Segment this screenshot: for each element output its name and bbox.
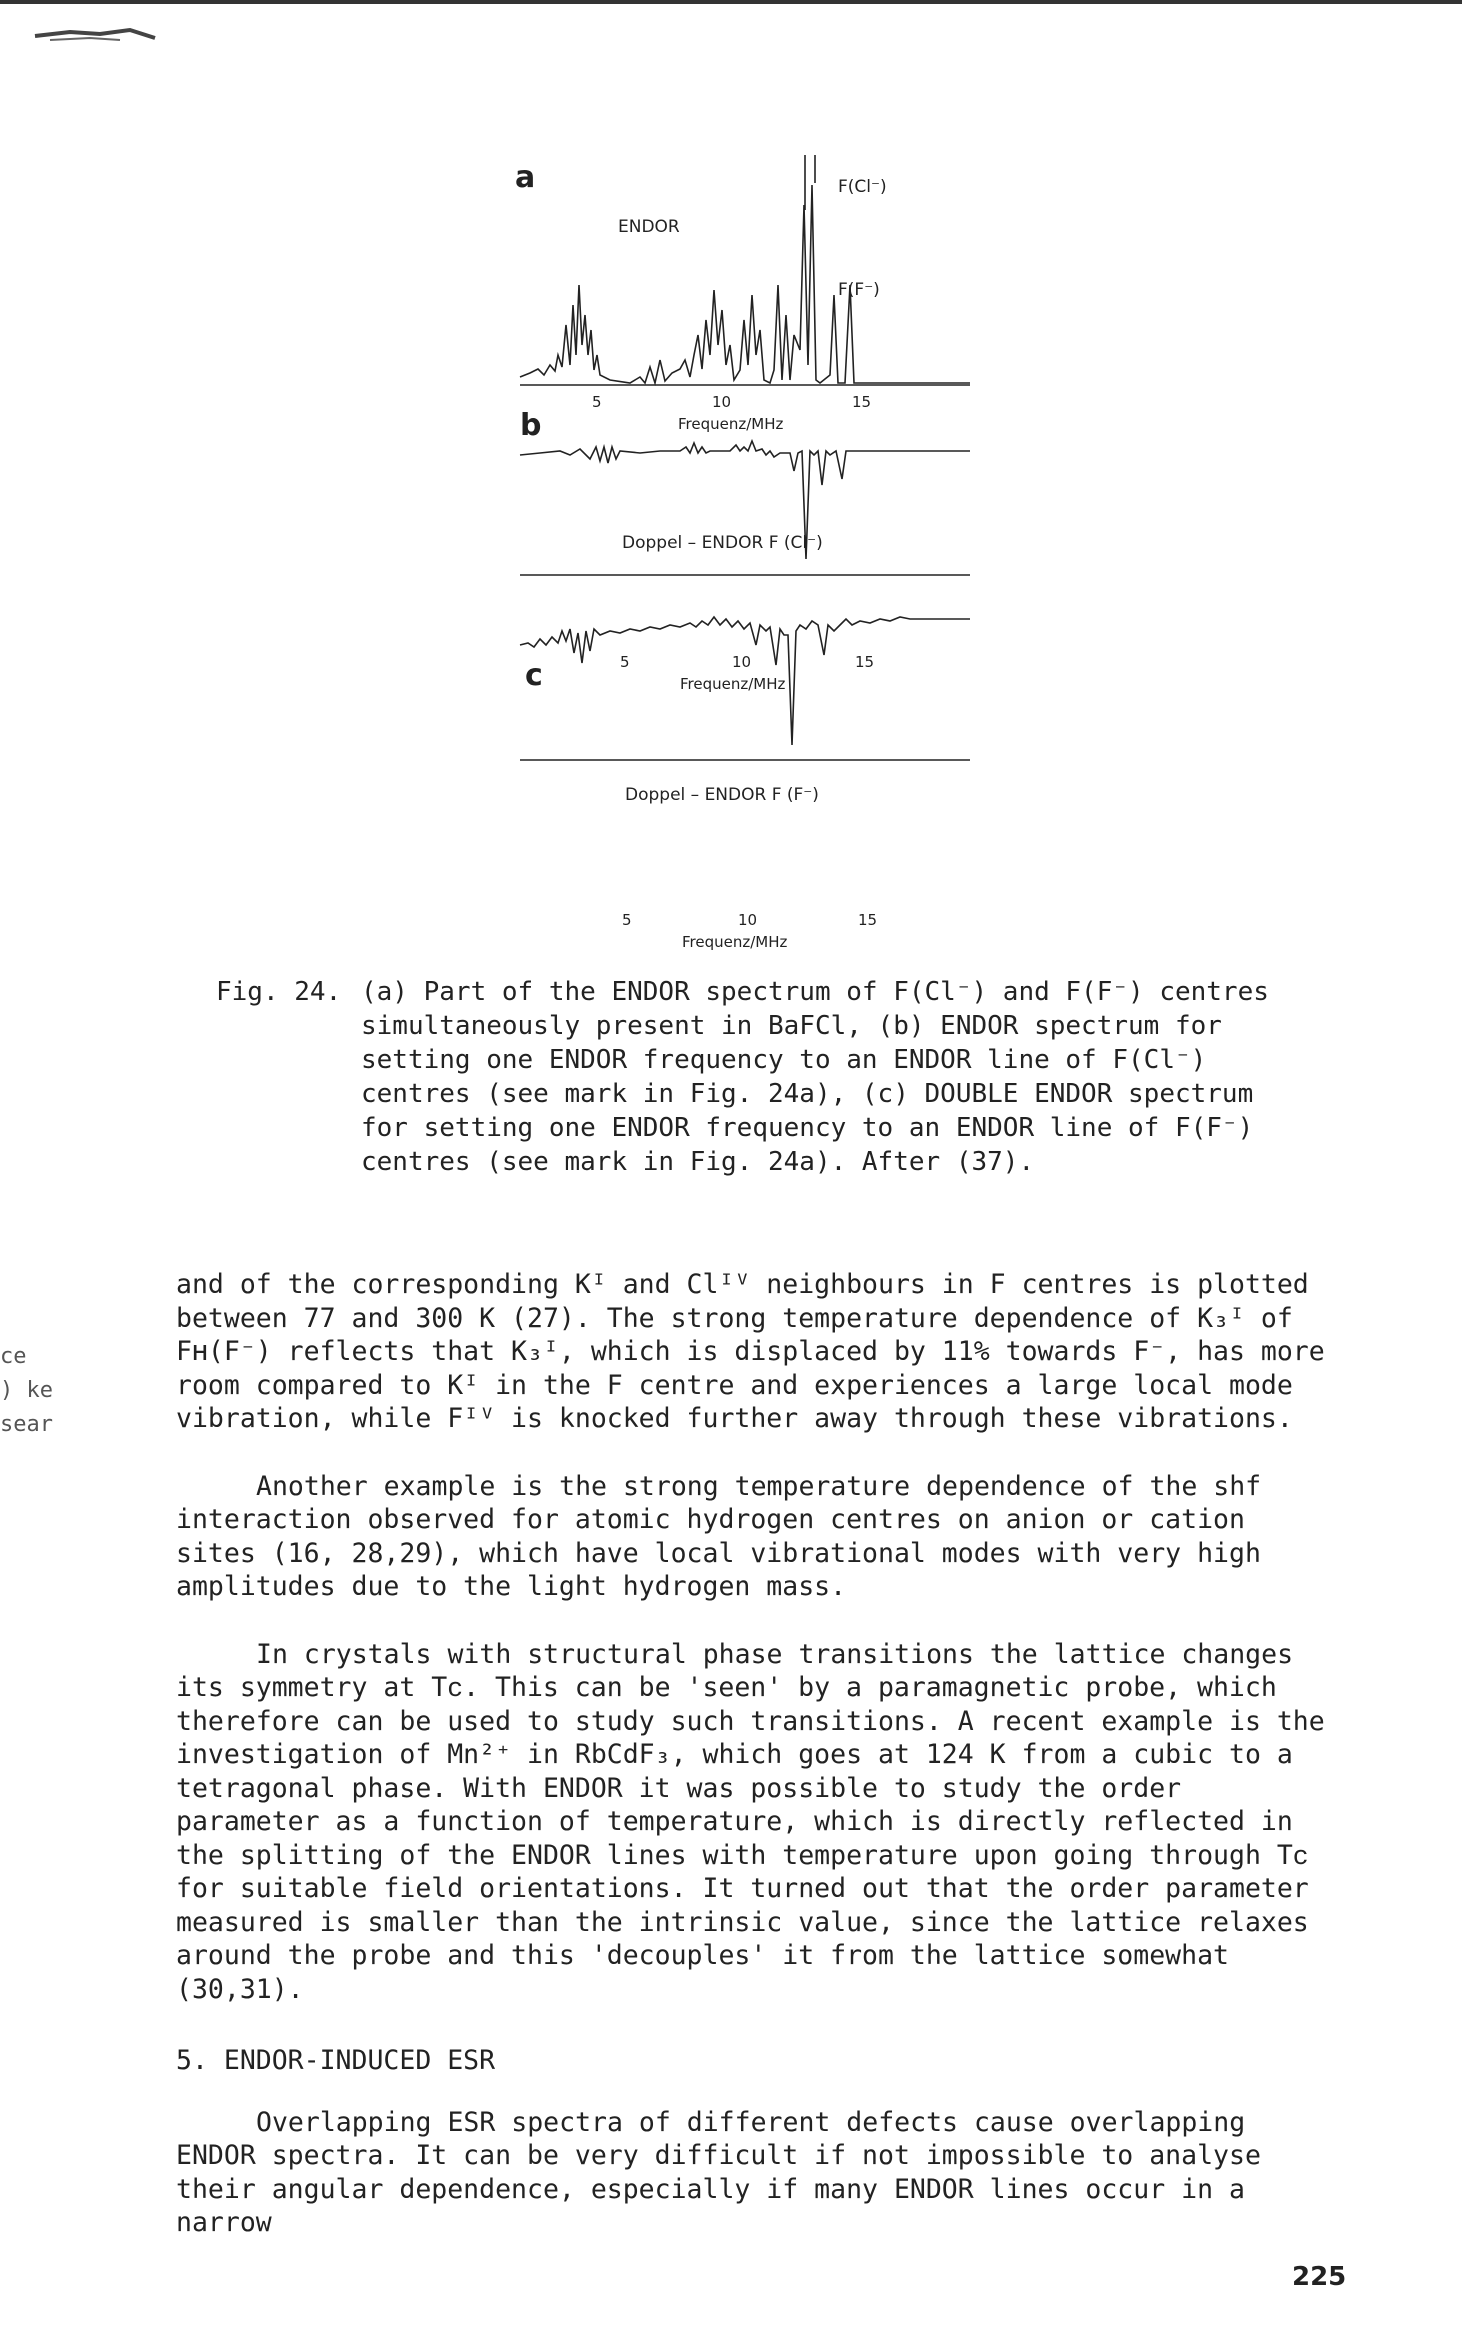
- panel-a-fcl-label: F(Cl⁻): [838, 177, 887, 197]
- scan-smudge-mark: [30, 18, 160, 44]
- paragraph: and of the corresponding Kᴵ and Clᴵⱽ neighbours in F centres is plotted between 77 and 300 K (27). The strong temperature dependence of K₃ᴵ of Fʜ(F⁻) reflects that K₃ᴵ, which is displaced by 11% towards F⁻, has more room compared to Kᴵ in the F centre and experiences a large local mode vibration, while Fᴵⱽ is knocked further away through these vibrations.: [176, 1269, 1325, 1434]
- paragraph: Overlapping ESR spectra of different defects cause overlapping ENDOR spectra. It can be very difficult if not impossible to analyse their angular dependence, especially if many ENDOR lines occur in a narrow: [176, 2106, 1261, 2238]
- caption-text: (a) Part of the ENDOR spectrum of F(Cl⁻) and F(F⁻) centres simultaneously present in BaFCl, (b) ENDOR spectrum for setting one ENDOR frequency to an ENDOR line of F(Cl⁻) centres (see mark in Fig. 24a), (c) DOUBLE ENDOR spectrum for setting one ENDOR frequency to an ENDOR line of F(F⁻) centres (see mark in Fig. 24a). After (37).: [361, 977, 1269, 1177]
- panel-a-trace: [520, 185, 970, 383]
- panel-a-tick: 15: [852, 393, 872, 411]
- endor-spectra-plot: [500, 155, 1000, 965]
- panel-b-spectrum: [520, 441, 970, 575]
- panel-a-letter: a: [515, 160, 536, 195]
- margin-fragment: ) ke: [0, 1378, 53, 1403]
- margin-fragment: ce: [0, 1344, 27, 1369]
- panel-a-tick: 10: [712, 393, 732, 411]
- panel-a-spectrum: [520, 155, 970, 385]
- panel-b-label: Doppel – ENDOR F (Cl⁻): [622, 533, 823, 553]
- panel-c-letter: c: [525, 658, 543, 693]
- panel-a-tick: 5: [592, 393, 602, 411]
- section-heading: 5. ENDOR-INDUCED ESR: [176, 2045, 496, 2076]
- panel-c-tick: 15: [858, 911, 878, 929]
- panel-b-axis-title: Frequenz/MHz: [680, 675, 786, 693]
- panel-c-label: Doppel – ENDOR F (F⁻): [625, 785, 819, 805]
- panel-b-tick: 5: [620, 653, 630, 671]
- left-margin-fragments: [0, 1340, 53, 1442]
- body-text: [176, 1268, 1326, 2274]
- panel-a-axis-title: Frequenz/MHz: [678, 415, 784, 433]
- caption-lead: Fig. 24.: [216, 977, 342, 1007]
- panel-c-tick: 5: [622, 911, 632, 929]
- panel-b-tick: 10: [732, 653, 752, 671]
- panel-b-letter: b: [520, 408, 542, 443]
- paragraph: In crystals with structural phase transitions the lattice changes its symmetry at Tᴄ. This can be 'seen' by a paramagnetic probe, which therefore can be used to study such transitions. A recent example is the investigation of Mn²⁺ in RbCdF₃, which goes at 124 K from a cubic to a tetragonal phase. With ENDOR it was possible to study the order parameter as a function of temperature, which is directly reflected in the splitting of the ENDOR lines with temperature upon going through Tᴄ for suitable field orientations. It turned out that the order parameter measured is smaller than the intrinsic value, since the lattice relaxes around the probe and this 'decouples' it from the lattice somewhat (30,31).: [176, 1638, 1325, 2005]
- figure-caption: [216, 975, 1316, 1179]
- paragraph: Another example is the strong temperature dependence of the shf interaction observed for atomic hydrogen centres on anion or cation sites (16, 28,29), which have local vibrational modes with very high amplitudes due to the light hydrogen mass.: [176, 1470, 1262, 1602]
- panel-a-label: ENDOR: [618, 217, 680, 237]
- margin-fragment: sear: [0, 1412, 53, 1437]
- panel-a-ff-label: F(F⁻): [838, 280, 880, 300]
- figure-24: [500, 155, 1000, 965]
- panel-c-axis-title: Frequenz/MHz: [682, 933, 788, 951]
- panel-c-tick: 10: [738, 911, 758, 929]
- page-number: 225: [1292, 2262, 1347, 2292]
- panel-b-tick: 15: [855, 653, 875, 671]
- page-top-edge: [0, 0, 1462, 4]
